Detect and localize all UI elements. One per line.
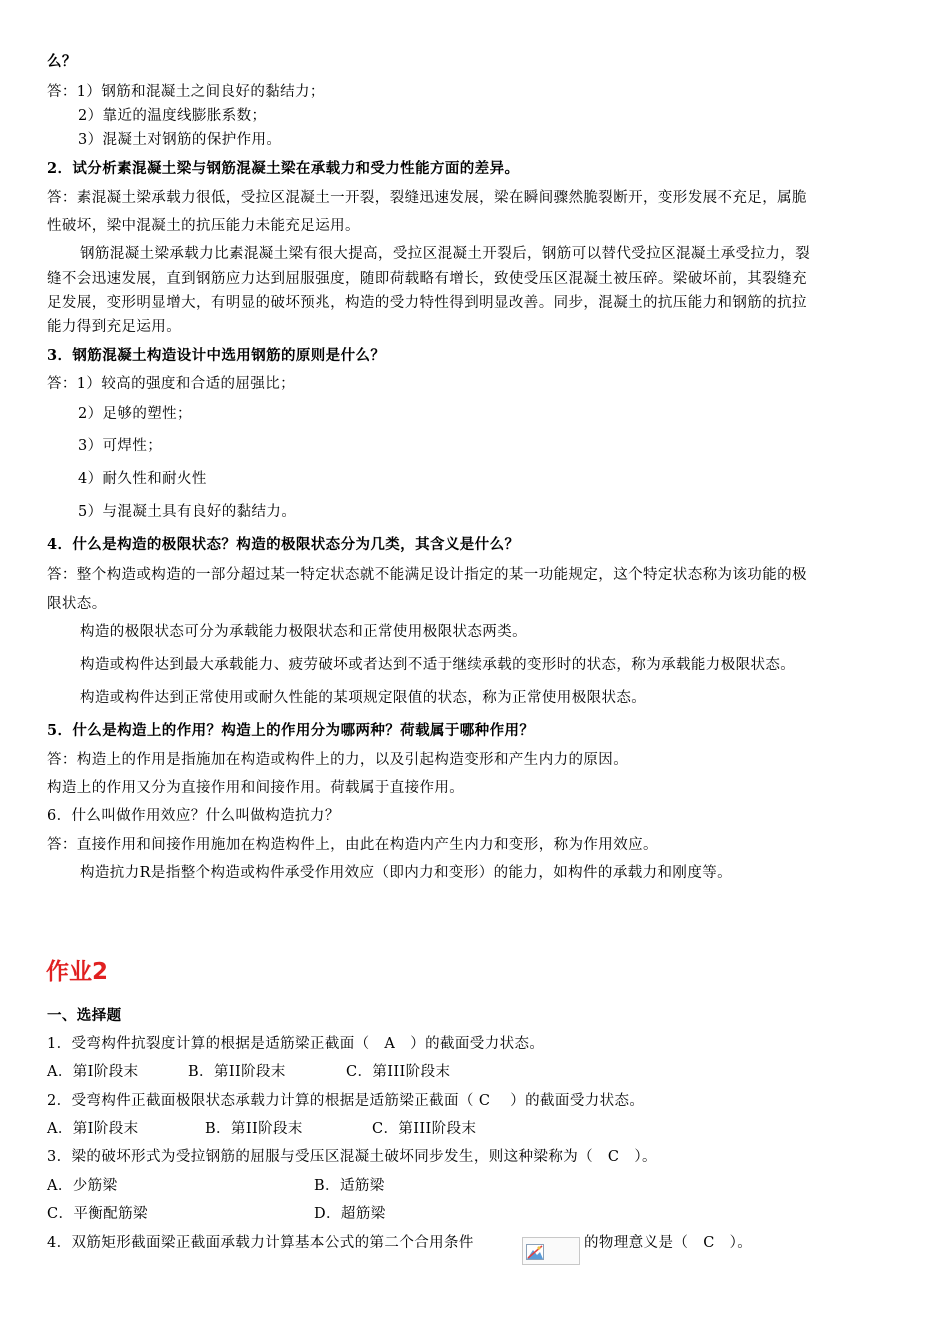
q3-answer-3: 3）可焊性； xyxy=(78,438,163,454)
q1-option-c: C．第III阶段末 xyxy=(346,1064,451,1080)
q3-option-d: D．超筋梁 xyxy=(314,1206,386,1222)
q4-answer-line: 构造的极限状态可分为承载能力极限状态和正常使用极限状态两类。 xyxy=(80,624,527,640)
q2-answer-line: 钢筋混凝土梁承载力比素混凝土梁有很大提高，受拉区混凝土开裂后，钢筋可以替代受拉区混凝土承受拉力，裂 xyxy=(80,246,811,262)
assignment-heading: 作业2 xyxy=(46,959,109,985)
section-subheading: 一、选择题 xyxy=(47,1007,122,1024)
q2-answer-line: 足发展，变形明显增大，有明显的破坏预兆，构造的受力特性得到明显改善。同步，混凝土的抗压能力和钢筋的抗拉 xyxy=(47,295,807,311)
choice-question-3: 3．梁的破坏形式为受拉钢筋的屈服与受压区混凝土破坏同步发生，则这种梁称为（ C ）。 xyxy=(47,1149,657,1165)
q4-answer-line: 构造或构件达到最大承载能力、疲劳破坏或者达到不适于继续承载的变形时的状态，称为承载能力极限状态。 xyxy=(80,657,796,673)
choice-question-2: 2．受弯构件正截面极限状态承载力计算的根据是适筋梁正截面（ C ）的截面受力状态。 xyxy=(47,1093,645,1109)
q2-answer-line: 性破坏，梁中混凝土的抗压能力未能充足运用。 xyxy=(47,218,360,234)
q2-option-b: B．第II阶段末 xyxy=(205,1121,303,1137)
question-2-title: 2．试分析素混凝土梁与钢筋混凝土梁在承载力和受力性能方面的差异。 xyxy=(47,160,520,177)
choice-question-4-start: 4．双筋矩形截面梁正截面承载力计算基本公式的第二个合用条件 xyxy=(47,1235,474,1251)
q3-answer-1: 答：1）较高的强度和合适的屈强比； xyxy=(47,376,296,392)
q4-answer-line: 限状态。 xyxy=(47,596,107,612)
q3-answer-4: 4）耐久性和耐火性 xyxy=(78,471,207,487)
q1-answer-3: 3）混凝土对钢筋的保护作用。 xyxy=(78,132,282,148)
q1-option-a: A．第I阶段末 xyxy=(47,1064,139,1080)
question-5-title: 5．什么是构造上的作用？构造上的作用分为哪两种？荷载属于哪种作用？ xyxy=(47,722,535,739)
q6-answer-line: 构造抗力R是指整个构造或构件承受作用效应（即内力和变形）的能力，如构件的承载力和刚度等。 xyxy=(80,865,733,881)
q3-option-a: A．少筋梁 xyxy=(47,1178,118,1194)
question-1-tail: 么？ xyxy=(47,53,77,70)
question-3-title: 3．钢筋混凝土构造设计中选用钢筋的原则是什么？ xyxy=(47,347,386,364)
q3-answer-5: 5）与混凝土具有良好的黏结力。 xyxy=(78,504,297,520)
q1-option-b: B．第II阶段末 xyxy=(188,1064,286,1080)
q3-answer-2: 2）足够的塑性； xyxy=(78,406,192,422)
q4-answer-line: 答：整个构造或构造的一部分超过某一特定状态就不能满足设计指定的某一功能规定，这个特定状态称为该功能的极 xyxy=(47,567,807,583)
q2-answer-line: 缝不会迅速发展，直到钢筋应力达到屈服强度，随即荷载略有增长，致使受压区混凝土被压碎。梁破坏前，其裂缝充 xyxy=(47,271,807,287)
q5-answer-line: 构造上的作用又分为直接作用和间接作用。荷载属于直接作用。 xyxy=(47,780,465,796)
choice-question-4-end: 的物理意义是（ C ）。 xyxy=(584,1235,753,1251)
q3-option-b: B．适筋梁 xyxy=(314,1178,385,1194)
q3-option-c: C．平衡配筋梁 xyxy=(47,1206,148,1222)
q1-answer-1: 答：1）钢筋和混凝土之间良好的黏结力； xyxy=(47,84,325,100)
q2-answer-line: 能力得到充足运用。 xyxy=(47,319,182,335)
q1-answer-2: 2）靠近的温度线膨胀系数； xyxy=(78,108,267,124)
q5-answer-line: 答：构造上的作用是指施加在构造或构件上的力，以及引起构造变形和产生内力的原因。 xyxy=(47,752,629,768)
q2-option-c: C．第III阶段末 xyxy=(372,1121,477,1137)
q2-option-a: A．第I阶段末 xyxy=(47,1121,139,1137)
q2-answer-line: 答：素混凝土梁承载力很低，受拉区混凝土一开裂，裂缝迅速发展，梁在瞬间骤然脆裂断开，变形发展不充足，属脆 xyxy=(47,190,807,206)
q6-answer-line: 答：直接作用和间接作用施加在构造构件上，由此在构造内产生内力和变形，称为作用效应。 xyxy=(47,837,658,853)
broken-image-icon xyxy=(526,1244,544,1260)
q4-answer-line: 构造或构件达到正常使用或耐久性能的某项规定限值的状态，称为正常使用极限状态。 xyxy=(80,690,647,706)
question-6-title: 6．什么叫做作用效应？什么叫做构造抗力？ xyxy=(47,808,340,824)
question-4-title: 4．什么是构造的极限状态？构造的极限状态分为几类，其含义是什么？ xyxy=(47,536,520,553)
choice-question-1: 1．受弯构件抗裂度计算的根据是适筋梁正截面（ A ）的截面受力状态。 xyxy=(47,1036,545,1052)
formula-image-placeholder xyxy=(522,1237,580,1265)
